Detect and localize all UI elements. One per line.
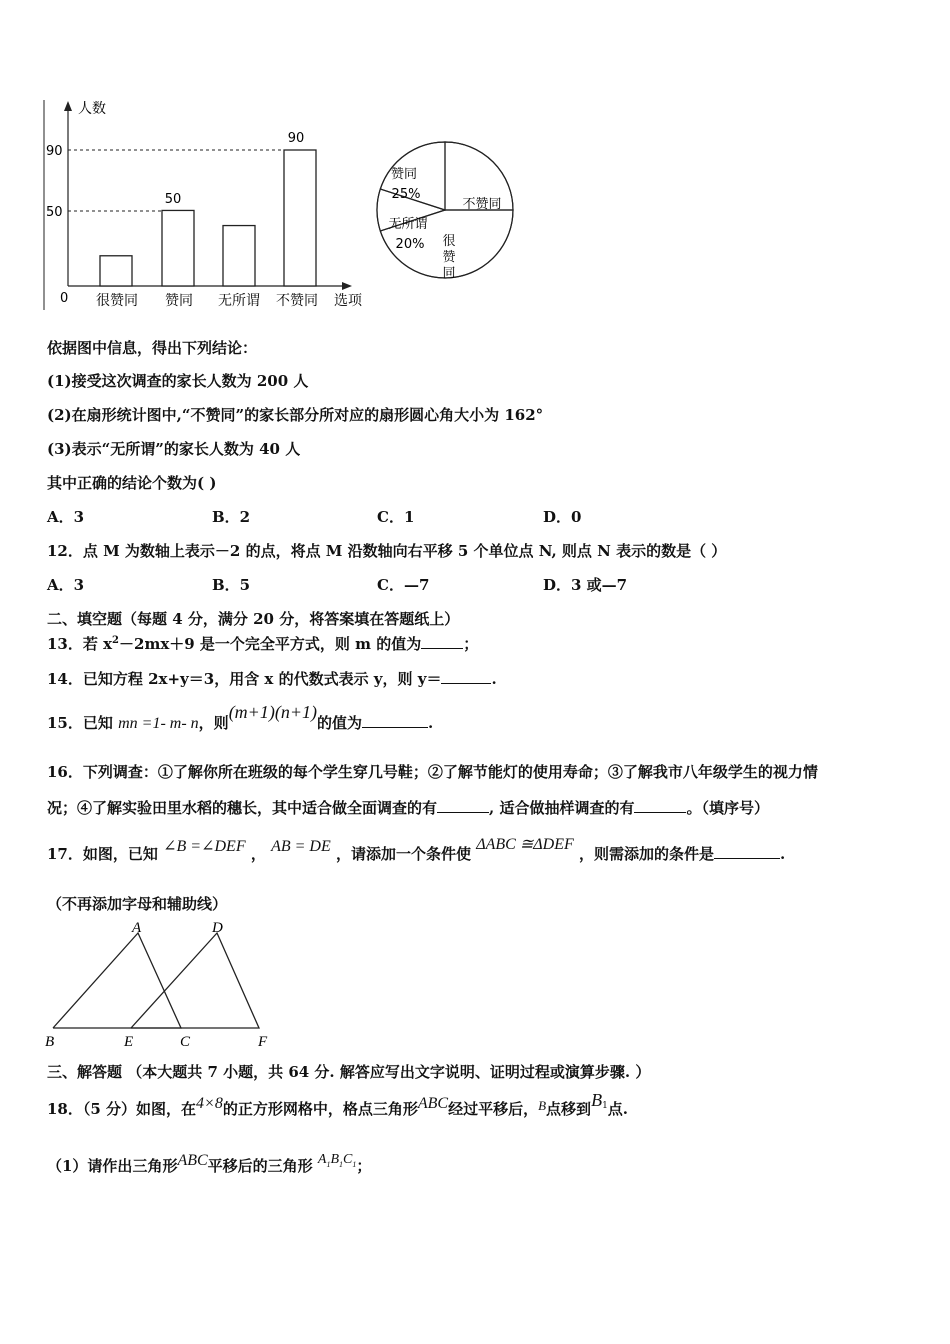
q18-b1-sub: 1 [602,1101,608,1111]
x-tick-indifferent: 无所谓 [218,293,260,309]
q11-option-a: A．3 [47,508,85,526]
x-axis-label: 选项 [334,293,362,309]
bar-indifferent [223,226,255,286]
pie-label-very-agree-1: 很 [442,234,456,249]
q17-sep: ， [250,845,266,863]
point-label-e: E [124,1034,134,1050]
q12-question: 12．点 M 为数轴上表示－2 的点，将点 M 沿数轴向右平移 5 个单位点 N, 则点 N 表示的数是（ ） [47,542,727,560]
q17-post: ，则需添加的条件是 [578,845,714,863]
triangle-abc [53,933,181,1028]
q11-conclusion-3: (3)表示“无所谓”的家长人数为 40 人 [47,440,301,458]
pie-label-disagree: 不赞同 [462,197,502,212]
q18-p1-tri: ABC [177,1152,208,1169]
section-3-heading: 三、解答题 （本大题共 7 小题，共 64 分. 解答应写出文字说明、证明过程或演算步骤. ） [47,1063,651,1081]
q18-b1: B [591,1090,603,1110]
q11-option-c: C．1 [377,508,415,526]
q17-math-2: AB = DE [271,838,331,855]
q17-answer-blank[interactable] [714,844,780,859]
q18-p1-mid: 平移后的三角形 [207,1157,313,1175]
q11-conclusion-2: (2)在扇形统计图中,“不赞同”的家长部分所对应的扇形圆心角大小为 162° [47,406,544,424]
point-label-f: F [258,1034,268,1050]
q15-pre: 15．已知 [47,714,113,732]
bar-very-agree [100,256,132,286]
y-axis-arrow [64,101,72,111]
triangle-def [131,933,259,1028]
q18-p1-tail: ； [356,1157,372,1175]
q12-option-a: A．3 [47,576,85,594]
point-label-c: C [180,1034,191,1050]
q18-tail: 点. [607,1100,629,1118]
q14-pre: 14．已知方程 2x+y＝3，用含 x 的代数式表示 y，则 y＝ [47,670,442,688]
q15-post: 的值为 [316,714,362,732]
y-tick-90: 90 [46,144,63,159]
q13-post: －2mx＋9 是一个完全平方式，则 m 的值为 [119,635,422,653]
q16-line-2a: 况；④了解实验田里水稻的穗长，其中适合做全面调查的有 [47,799,438,817]
pie-label-very-agree-2: 赞 [442,250,456,265]
bar-disagree [284,150,316,286]
q18-b: B [538,1098,547,1113]
q14-tail: . [491,670,497,688]
q12-option-b: B．5 [212,576,251,594]
q18-p1-tri2-sub2: 1 [339,1159,344,1169]
y-axis-label: 人数 [78,101,106,117]
q18-p1-tri2-c: C [343,1152,353,1167]
q18-mid2: 经过平移后， [448,1100,539,1118]
q15-answer-blank[interactable] [362,713,428,728]
point-label-d: D [212,920,223,936]
q16-answer-blank-1[interactable] [437,798,489,813]
q18-p1-tri2-sub3: 1 [352,1159,357,1169]
q11-option-b: B．2 [212,508,251,526]
q13 [47,633,478,654]
pie-percent-indifferent: 20% [395,237,425,252]
q13-tail: ； [463,635,479,653]
x-axis-arrow [342,282,352,290]
q15-mid: ，则 [198,714,229,732]
bar-chart [40,95,380,315]
q18-p1-tri2-sub1: 1 [326,1159,331,1169]
q13-pre: 13．若 x [47,635,113,653]
q13-sup: 2 [112,635,120,646]
q17-pre: 17．如图，已知 [47,845,158,863]
q16-answer-blank-2[interactable] [634,798,686,813]
y-tick-50: 50 [46,205,63,220]
q17-tail: . [780,845,786,863]
origin-label: 0 [60,291,69,306]
x-tick-very-agree: 很赞同 [96,293,138,309]
q18-p1-tri2-a: A [317,1152,327,1167]
q15-math-1: mn =1- m- n [118,715,199,732]
q11-conclusion-1: (1)接受这次调查的家长人数为 200 人 [47,372,309,390]
pie-label-indifferent: 无所谓 [388,217,428,232]
pie-label-agree: 赞同 [390,167,418,182]
q15 [47,702,434,733]
q16-line-2c: 。（填序号） [686,799,769,817]
q18-mid1: 的正方形网格中，格点三角形 [222,1100,418,1118]
q11-option-d: D．0 [543,508,582,526]
q18-p1-pre: （1）请作出三角形 [47,1157,178,1175]
q16-line-1: 16．下列调查：①了解你所在班级的每个学生穿几号鞋；②了解节能灯的使用寿命；③了解我市八年级学生的视力情 [47,763,818,781]
q15-math-2: (m+1)(n+1) [228,702,317,722]
pie-label-very-agree-3: 同 [442,266,456,281]
q16-line-2b: , 适合做抽样调查的有 [489,799,635,817]
q17-math-1: ∠B =∠DEF [163,838,246,855]
q17-math-3: ΔABC ≅ΔDEF [476,836,574,853]
x-tick-agree: 赞同 [165,293,193,309]
x-tick-disagree: 不赞同 [276,293,318,309]
q14-answer-blank[interactable] [441,669,491,684]
q11-question: 其中正确的结论个数为( ) [47,474,217,492]
section-2-heading: 二、填空题（每题 4 分，满分 20 分，将答案填在答题纸上） [47,610,460,628]
q18 [47,1090,629,1121]
q18-p1-tri2-b: B [330,1152,340,1167]
q15-tail: . [427,714,434,732]
q18-grid: 4×8 [196,1095,223,1112]
q13-answer-blank[interactable] [421,634,463,649]
q11-intro: 依据图中信息，得出下列结论： [47,339,258,357]
pie-percent-agree: 25% [391,187,421,202]
q12-option-c: C．—7 [377,576,430,594]
q12-option-d: D．3 或—7 [543,576,628,594]
bar-agree [162,210,194,286]
point-label-a: A [132,920,142,936]
q18-pre: 18．（5 分）如图，在 [47,1100,197,1118]
q18-tri: ABC [417,1095,449,1112]
bar-label-agree: 50 [164,192,182,207]
point-label-b: B [45,1034,55,1050]
q16-line-2 [47,797,769,818]
q17 [47,836,786,864]
q17-note: （不再添加字母和辅助线） [47,895,228,913]
q14 [47,668,497,689]
bar-label-disagree: 90 [287,131,305,146]
pie-chart [370,140,520,285]
q18-mid3: 点移到 [546,1100,592,1118]
q18-part-1 [47,1152,372,1177]
q17-triangle-figure [40,918,280,1052]
q17-mid: ，请添加一个条件使 [335,845,471,863]
q18-p1-tri2 [318,1152,356,1167]
